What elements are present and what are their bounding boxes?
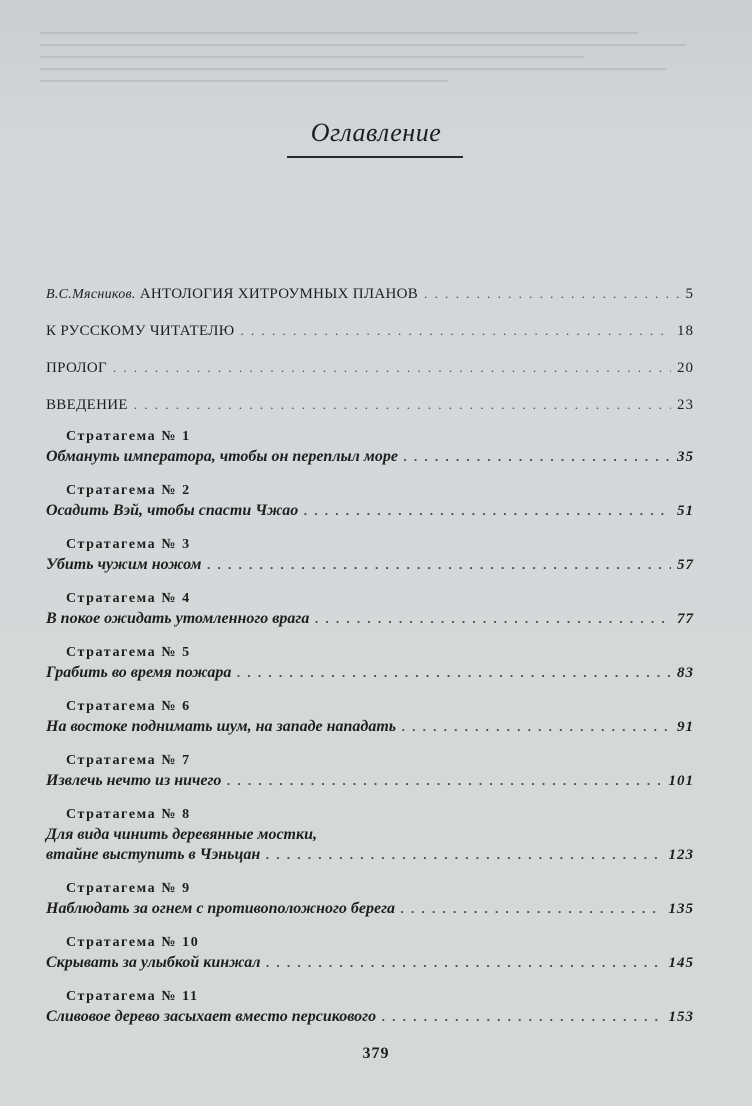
stratagem-label: Стратагема № 8 xyxy=(66,807,191,822)
page-number: 379 xyxy=(362,1045,390,1062)
leader-dots xyxy=(207,557,671,573)
stratagem-entry-1[interactable] xyxy=(46,426,694,480)
stratagem-title: Грабить во время пожара xyxy=(46,664,232,681)
stratagem-title: втайне выступить в Чэньцан xyxy=(46,846,261,863)
entry-page-number: 101 xyxy=(668,773,694,789)
stratagem-label: Стратагема № 11 xyxy=(66,989,199,1004)
entry-page-number: 18 xyxy=(677,323,694,339)
leader-dots xyxy=(237,665,671,681)
leader-dots xyxy=(382,1009,662,1025)
stratagem-label: Стратагема № 2 xyxy=(66,483,191,498)
show-through-text xyxy=(40,22,720,132)
entry-page-number: 77 xyxy=(677,611,694,627)
stratagem-title: В покое ожидать утомленного врага xyxy=(46,610,310,627)
stratagem-title: Сливовое дерево засыхает вместо персикового xyxy=(46,1008,377,1025)
entry-title: К РУССКОМУ ЧИТАТЕЛЮ xyxy=(46,323,235,339)
stratagem-label: Стратагема № 5 xyxy=(66,645,191,660)
stratagem-label: Стратагема № 7 xyxy=(66,753,191,768)
page-title: Оглавление xyxy=(310,118,442,147)
stratagem-entry-2[interactable] xyxy=(46,480,694,534)
stratagem-title: Извлечь нечто из ничего xyxy=(46,772,222,789)
toc-entry-front-4[interactable] xyxy=(46,397,694,426)
entry-page-number: 153 xyxy=(668,1009,694,1025)
stratagem-label: Стратагема № 10 xyxy=(66,935,200,950)
entry-page-number: 23 xyxy=(677,397,694,413)
entry-page-number: 91 xyxy=(677,719,694,735)
stratagem-entry-3[interactable] xyxy=(46,534,694,588)
entry-page-number: 135 xyxy=(668,901,694,917)
entry-title: ВВЕДЕНИЕ xyxy=(46,397,128,413)
table-of-contents xyxy=(46,286,694,1040)
stratagem-title: Осадить Вэй, чтобы спасти Чжао xyxy=(46,502,299,519)
leader-dots xyxy=(424,286,679,302)
leader-dots xyxy=(404,449,671,465)
stratagem-entry-11[interactable] xyxy=(46,986,694,1040)
entry-page-number: 5 xyxy=(685,286,694,302)
stratagem-title: Убить чужим ножом xyxy=(46,556,202,573)
stratagem-entry-4[interactable] xyxy=(46,588,694,642)
entry-page-number: 35 xyxy=(677,449,694,465)
stratagem-title: Скрывать за улыбкой кинжал xyxy=(46,954,261,971)
entry-author: В.С.Мясников. xyxy=(46,287,136,302)
toc-entry-front-3[interactable] xyxy=(46,360,694,397)
stratagem-title: Наблюдать за огнем с противоположного берега xyxy=(46,900,396,917)
stratagem-entry-9[interactable] xyxy=(46,878,694,932)
entry-title: ПРОЛОГ xyxy=(46,360,107,376)
stratagem-title: На востоке поднимать шум, на западе нападать xyxy=(46,718,397,735)
leader-dots xyxy=(240,323,671,339)
leader-dots xyxy=(134,397,671,413)
entry-page-number: 20 xyxy=(677,360,694,376)
stratagem-label: Стратагема № 4 xyxy=(66,591,191,606)
stratagem-label: Стратагема № 1 xyxy=(66,429,191,444)
stratagem-entry-8[interactable] xyxy=(46,804,694,878)
entry-page-number: 83 xyxy=(677,665,694,681)
stratagem-entry-7[interactable] xyxy=(46,750,694,804)
leader-dots xyxy=(266,847,662,863)
entry-page-number: 51 xyxy=(677,503,694,519)
leader-dots xyxy=(113,360,671,376)
stratagem-entry-10[interactable] xyxy=(46,932,694,986)
toc-entry-front-1[interactable] xyxy=(46,286,694,323)
stratagem-label: Стратагема № 6 xyxy=(66,699,191,714)
stratagem-entry-5[interactable] xyxy=(46,642,694,696)
leader-dots xyxy=(304,503,671,519)
entry-title: АНТОЛОГИЯ ХИТРОУМНЫХ ПЛАНОВ xyxy=(139,286,419,302)
stratagem-label: Стратагема № 3 xyxy=(66,537,191,552)
stratagem-label: Стратагема № 9 xyxy=(66,881,191,896)
leader-dots xyxy=(266,955,662,971)
leader-dots xyxy=(315,611,671,627)
leader-dots xyxy=(227,773,662,789)
stratagem-entry-6[interactable] xyxy=(46,696,694,750)
entry-page-number: 123 xyxy=(668,847,694,863)
leader-dots xyxy=(402,719,671,735)
stratagem-title-line-1: Для вида чинить деревянные мостки, xyxy=(46,826,318,843)
leader-dots xyxy=(401,901,662,917)
entry-page-number: 145 xyxy=(668,955,694,971)
toc-entry-front-2[interactable] xyxy=(46,323,694,360)
title-underline xyxy=(287,156,463,158)
entry-page-number: 57 xyxy=(677,557,694,573)
stratagem-title: Обмануть императора, чтобы он переплыл море xyxy=(46,448,398,465)
